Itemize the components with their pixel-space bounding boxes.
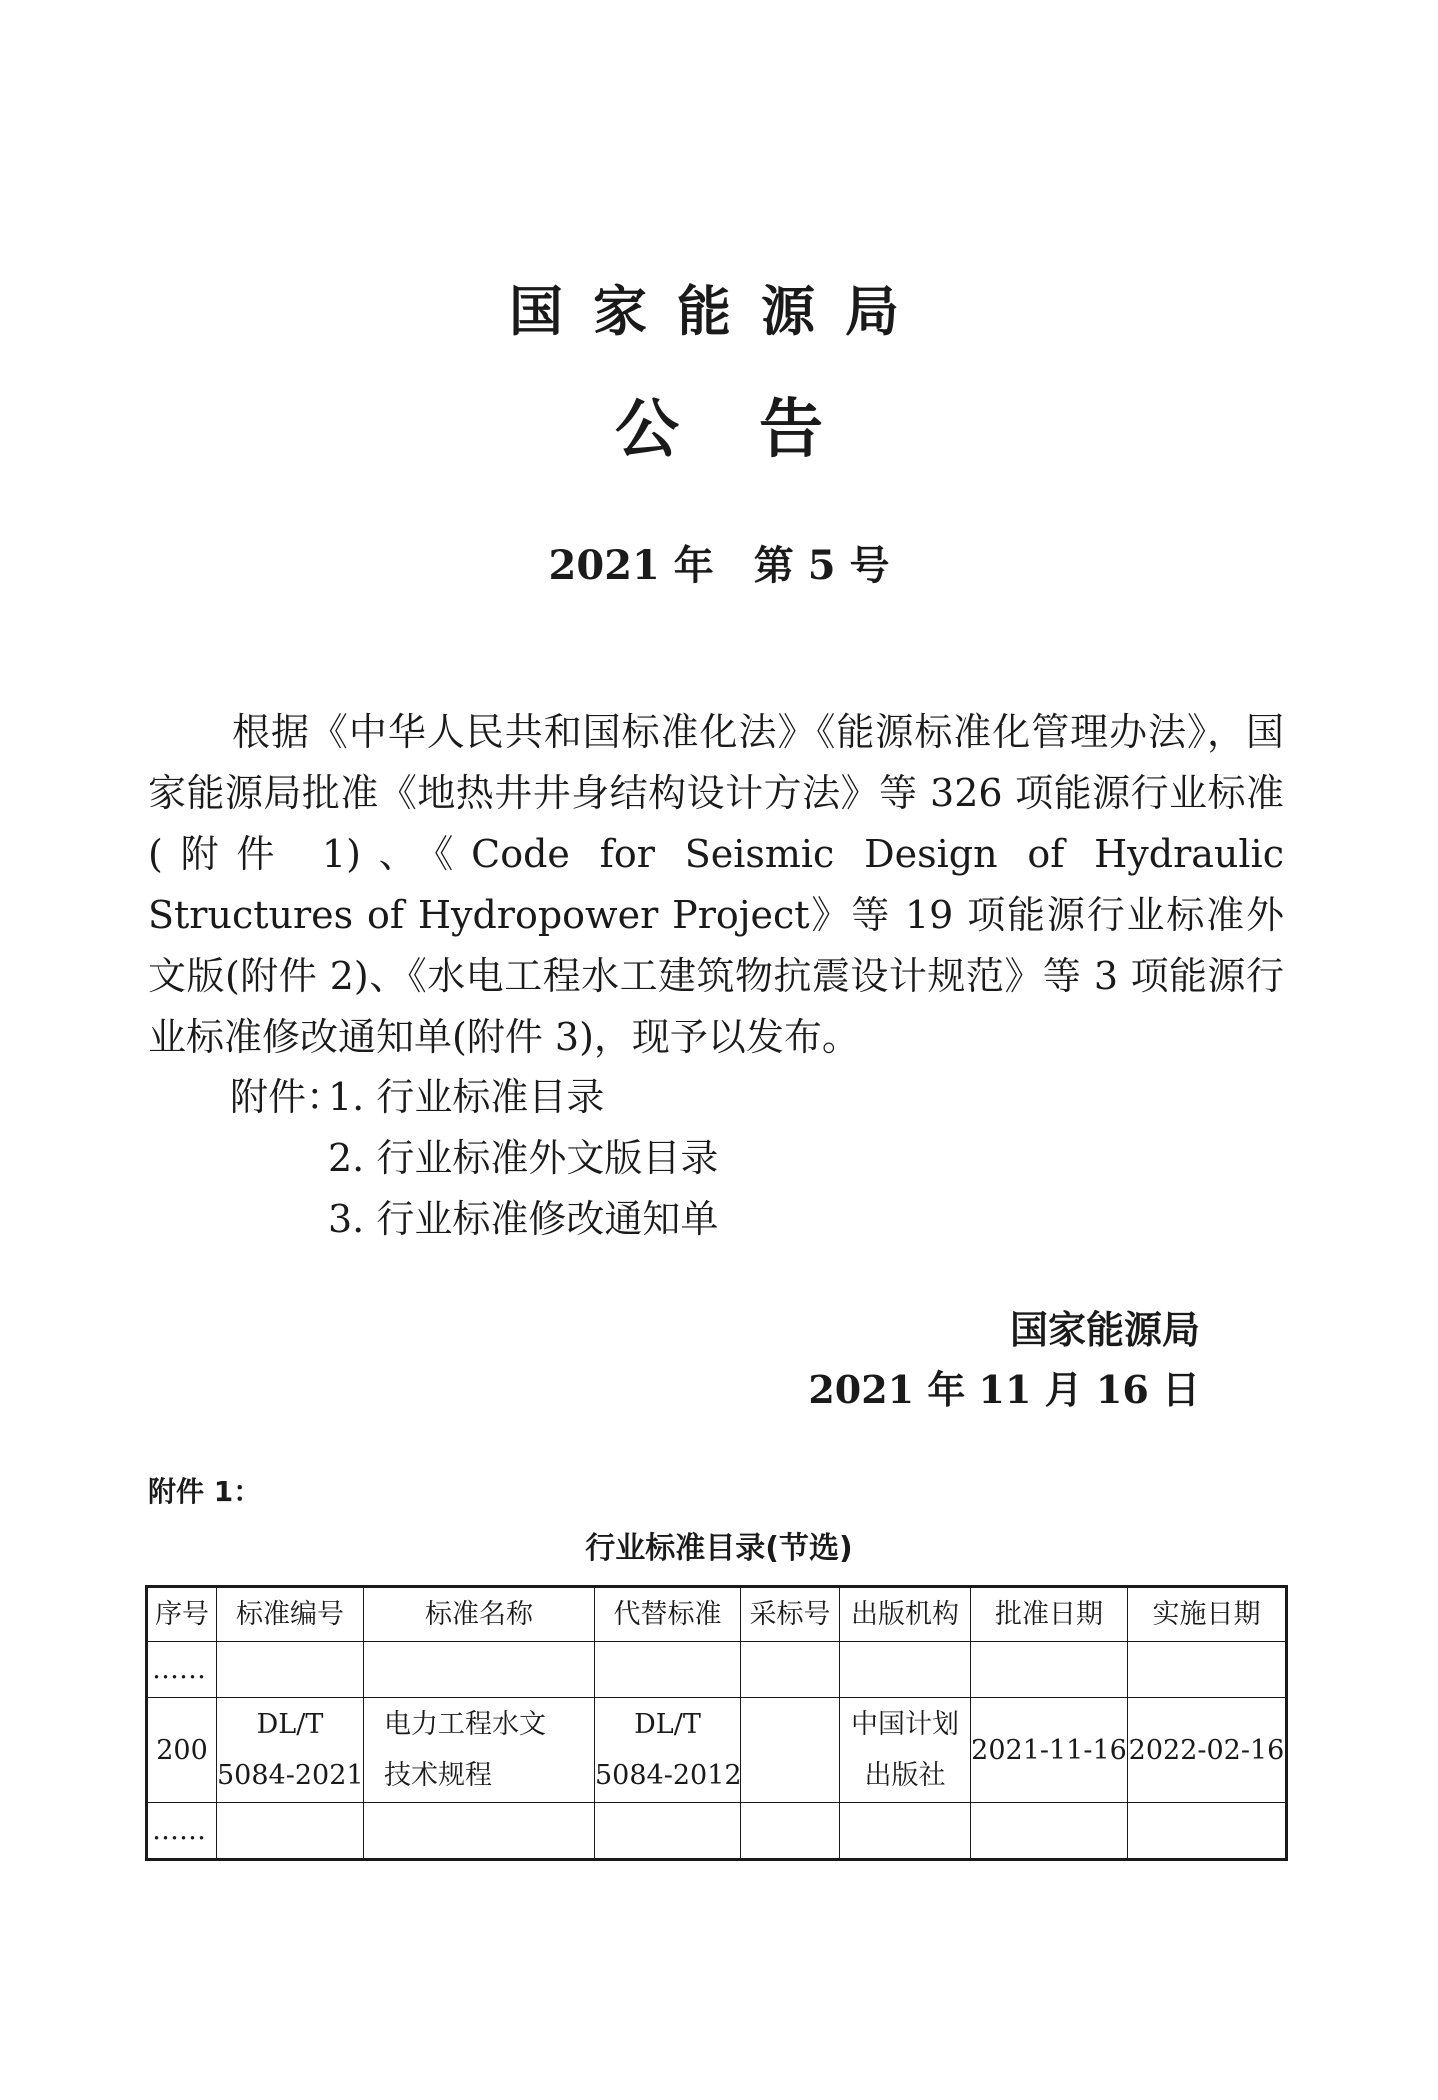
row-name-line: 电力工程水文 (384, 1709, 546, 1740)
signature-organization: 国家能源局 (1009, 1308, 1200, 1352)
row-name-line: 技术规程 (384, 1760, 492, 1791)
row-publisher-line: 中国计划 (851, 1709, 959, 1740)
table-row (147, 1642, 1287, 1698)
row-replaces-line: 5084-2012 (595, 1760, 742, 1791)
table-row (147, 1803, 1287, 1860)
ellipsis-cell: …… (147, 1642, 217, 1698)
document-type-heading: 公告 (615, 393, 903, 467)
table-row (147, 1698, 1287, 1803)
col-effective-date: 实施日期 (1128, 1587, 1287, 1642)
col-adopted: 采标号 (741, 1587, 840, 1642)
row-code-line: DL/T (256, 1709, 324, 1740)
col-approval-date: 批准日期 (971, 1587, 1128, 1642)
row-adopted (741, 1698, 840, 1803)
annex-table-title: 行业标准目录(节选) (585, 1531, 853, 1566)
attachment-item (230, 1128, 718, 1189)
issuer-heading: 国家能源局 (509, 280, 929, 343)
row-name (364, 1698, 595, 1803)
row-approval-date: 2021-11-16 (971, 1698, 1128, 1803)
row-effective-date: 2022-02-16 (1128, 1698, 1287, 1803)
signature-date: 2021 年 11 月 16 日 (808, 1367, 1200, 1412)
row-replaces (595, 1698, 741, 1803)
document-number: 2021 年 第 5 号 (548, 542, 890, 589)
row-replaces-line: DL/T (634, 1709, 701, 1740)
col-seq: 序号 (147, 1587, 217, 1642)
row-code (217, 1698, 364, 1803)
row-publisher (840, 1698, 971, 1803)
row-publisher-line: 出版社 (864, 1760, 946, 1791)
standards-table (145, 1585, 1288, 1861)
col-publisher: 出版机构 (840, 1587, 971, 1642)
row-code-line: 5084-2021 (217, 1760, 364, 1791)
col-code: 标准编号 (217, 1587, 364, 1642)
col-name: 标准名称 (364, 1587, 595, 1642)
row-seq: 200 (147, 1698, 217, 1803)
attachment-2: 2. 行业标准外文版目录 (328, 1136, 719, 1180)
table-header-row (147, 1587, 1287, 1642)
attachment-item (230, 1067, 718, 1128)
annex-label: 附件 1： (148, 1475, 262, 1508)
col-replaces: 代替标准 (595, 1587, 741, 1642)
attachment-1: 1. 行业标准目录 (328, 1075, 605, 1119)
attachment-3: 3. 行业标准修改通知单 (328, 1197, 719, 1241)
attachment-list (230, 1067, 718, 1250)
attachment-lead: 附件： (230, 1075, 345, 1119)
ellipsis-cell: …… (147, 1803, 217, 1860)
announcement-body: 根据《中华人民共和国标准化法》《能源标准化管理办法》，国家能源局批准《地热井井身结构设计方法》等 326 项能源行业标准(附件 1)、《Code for Seismic Design of Hydraulic Structures of Hydropower Project》等 19 项能源行业标准外文版(附件 2)、《水电工程水工建筑物抗震设计规范》等 3 项能源行业标准修改通知单(附件 3)，现予以发布。 (148, 710, 1284, 1059)
attachment-item (230, 1189, 718, 1250)
